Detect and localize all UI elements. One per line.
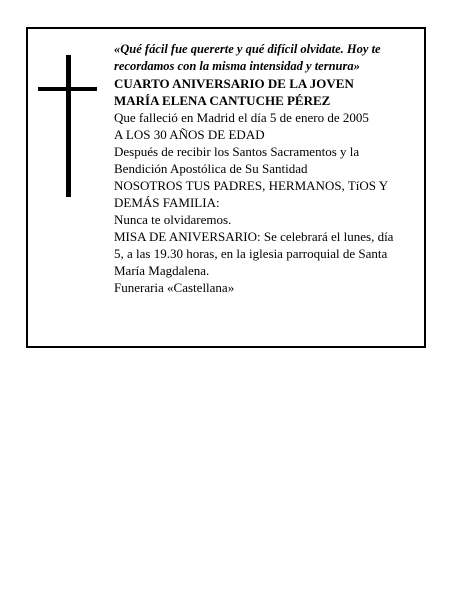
sacraments-line-2: Bendición Apostólica de Su Santidad	[114, 161, 308, 176]
family-line-2: DEMÁS FAMILIA:	[114, 195, 220, 210]
mass-line-3: María Magdalena.	[114, 263, 210, 278]
mass-line-2: 5, a las 19.30 horas, en la iglesia parroquial de Santa	[114, 246, 388, 261]
title-line-1: CUARTO ANIVERSARIO DE LA JOVEN	[114, 76, 354, 91]
mass-line-1: MISA DE ANIVERSARIO: Se celebrará el lunes, día	[114, 229, 394, 244]
title-line-2: MARÍA ELENA CANTUCHE PÉREZ	[114, 93, 331, 108]
quote-line-2: recordamos con la misma intensidad y ternura»	[114, 59, 360, 73]
sacraments-line-1: Después de recibir los Santos Sacramentos y la	[114, 144, 360, 159]
age-line: A LOS 30 AÑOS DE EDAD	[114, 127, 265, 142]
notice-text	[114, 41, 414, 296]
death-line: Que falleció en Madrid el día 5 de enero de 2005	[114, 110, 369, 125]
funeral-home-line: Funeraria «Castellana»	[114, 280, 235, 295]
cross-icon-vertical	[66, 55, 71, 197]
family-line-1: NOSOTROS TUS PADRES, HERMANOS, TíOS Y	[114, 178, 389, 193]
cross-icon-horizontal	[38, 87, 97, 91]
quote-line-1: «Qué fácil fue quererte y qué difícil olvidate. Hoy te	[114, 42, 381, 56]
never-forget-line: Nunca te olvidaremos.	[114, 212, 232, 227]
obituary-notice	[26, 27, 426, 348]
